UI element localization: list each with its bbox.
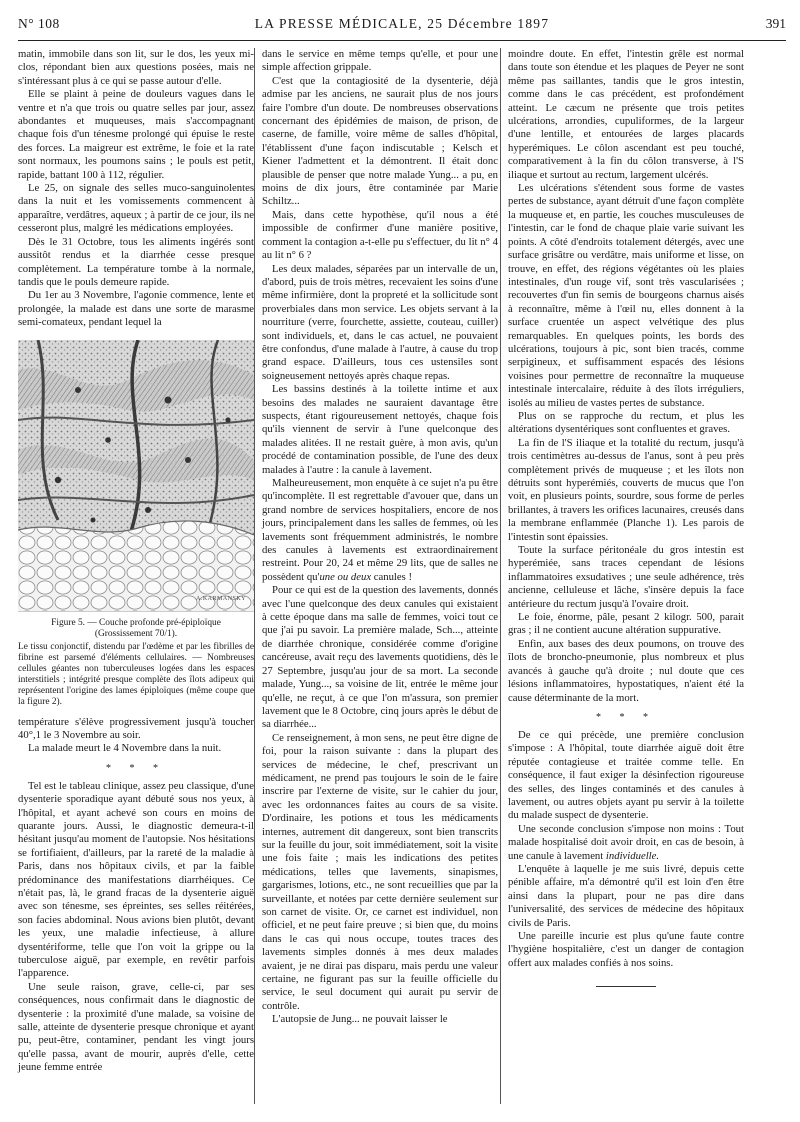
column-3 (508, 48, 744, 987)
paragraph (262, 477, 498, 584)
paragraph-text: Une seconde conclusion s'impose non moins : Tout malade hospitalisé doit avoir droit, en cas de besoin, à une canule à lavement (508, 822, 744, 862)
end-rule (596, 986, 656, 987)
paragraph: Du 1er au 3 Novembre, l'agonie commence, lente et prolongée, la malade est dans une sorte de marasme semi-comateux, pendant lequel la (18, 289, 254, 329)
paragraph: Les bassins destinés à la toilette intime et aux besoins des malades ne sauraient davantage être suspects, étant rigoureusement nettoyés, chaque fois qu'ils viennent de servir à l'une quelconque des malades alitées. Il ne restait guère, à mon avis, qu'un procédé de contamination possible, de l'une des deux malades à l'autre : la canule à lavement. (262, 383, 498, 476)
emphasis: une ou deux (319, 570, 372, 583)
paragraph: Les deux malades, séparées par un intervalle de un, d'abord, puis de trois mètres, recevaient les soins d'une même infirmière, dont la propreté et la sollicitude sont proverbiales dans mon service. Les objets servant à la nourriture (verre, fourchette, assiette, couteau, cuiller) sont individuels, et, dans le cas actuel, ne pouvaient être confondus, d'une malade à l'autre, à cause du trop grand espace. D'ailleurs, tous ces ustensiles sont soigneusement nettoyés après chaque repas. (262, 262, 498, 382)
paragraph: Elle se plaint à peine de douleurs vagues dans le ventre et n'a que trois ou quatre selles par jour, assez abondantes et muqueuses, mais s'accompagnant chaque fois d'un ténesme prolongé qui épuise le reste des forces. La maigreur est extrême, le foie et la rate sont normaux, les poumons sains ; le pouls est petit, rapide, battant 100 à 112, régulier. (18, 88, 254, 181)
paragraph-text: canules ! (371, 570, 413, 583)
paragraph: Les ulcérations s'étendent sous forme de vastes pertes de substance, ayant détruit d'une façon complète la muqueuse et, en partie, les couches musculeuses de l'intestin, car le fond de chaque plaie varie suivant les points. A côté d'endroits totalement détergés, avec une surface grisâtre ou verdâtre, mais uniforme et lisse, on trouve, en effet, des régions végétantes où les plaies intestinales, d'un rouge vif, sont très vascularisées ; recouvertes d'un fin semis de bourgeons charnus aisés à reconnaître, même à l'œil nu, elles donnent à la surface cruentée un aspect velvétique des plus remarquables. En quelques points, les bords des ulcérations, toujours à pic, sont bien tracés, comme serpigineux, et suffisamment espacés des lésions voisines pour permettre de reconnaître la muqueuse intestinale intercalaire, réduite à des îlots irréguliers, isolés au milieu de vastes pertes de substance. (508, 182, 744, 409)
column-2 (262, 48, 498, 1027)
section-separator: * * * (596, 711, 656, 723)
header-rule (18, 40, 786, 41)
journal-title: LA PRESSE MÉDICALE, 25 Décembre 1897 (254, 16, 550, 31)
paragraph: matin, immobile dans son lit, sur le dos, les yeux mi-clos, répondant bien aux questions posées, mais ne s'intéressant plus à ce qui se passe autour d'elle. (18, 48, 254, 87)
paragraph: La fin de l'S iliaque et la totalité du rectum, jusqu'à trois centimètres au-dessus de l'anus, sont à peu près complètement privés de muqueuse ; et les îlots non détruits sont hyperémiés, couverts de mucus que l'on voit, en plusieurs points, sourdre, sous forme de perles brillantes, à travers les orifices lacunaires, creusés dans la membrane enflammée (Planche 1). Les parois de l'intestin sont épaissies. (508, 436, 744, 543)
paragraph: Une seule raison, grave, celle-ci, par ses conséquences, nous confirmait dans le diagnostic de dysenterie : la proximité d'une malade, sa voisine de salle, atteinte de dysenterie presque chronique et ayant pu, peut-être, contaminer, pendant les vingt jours qu'elle passa, avant de mourir, auprès d'elle, cette jeune femme entrée (18, 980, 254, 1074)
emphasis: individuelle. (605, 849, 660, 862)
column-1 (18, 48, 254, 1075)
illustrator-signature: A.KARMANSKY (195, 596, 246, 603)
histology-illustration (18, 340, 254, 612)
section-separator: * * * (106, 762, 166, 774)
paragraph: De ce qui précède, une première conclusion s'impose : A l'hôpital, toute diarrhée aiguë doit être réputée contagieuse et traitée comme telle. En conséquence, il faut exiger la désinfection rigoureuse des selles, des linges contaminés et des canules à lavement, ou autres objets ayant pu servir à la toilette du malade suspect de dysenterie. (508, 728, 744, 822)
page-number: 391 (765, 16, 786, 31)
paragraph: Le foie, énorme, pâle, pesant 2 kilogr. 500, parait gras ; il ne contient aucune altération suppurative. (508, 611, 744, 637)
paragraph (508, 823, 744, 863)
column-divider (254, 48, 255, 1104)
paragraph: Mais, dans cette hypothèse, qu'il nous a été impossible de confirmer d'une manière positive, comment la contagion a-t-elle pu s'effectuer, du lit n° 4 au lit n° 6 ? (262, 208, 498, 262)
figure-magnification: (Grossissement 70/1). (94, 628, 178, 639)
paragraph: Dès le 31 Octobre, tous les aliments ingérés sont aussitôt rendus et la diarrhée cesse presque complètement. La température tombe à la normale, tandis que le pouls demeure rapide. (18, 235, 254, 288)
paragraph: Toute la surface péritonéale du gros intestin est hyperémiée, sans traces cependant de lésions inflammatoires exsudatives ; une seule adhérence, très ancienne, celluleuse et lâche, s'insère depuis la face antérieure du rectum jusqu'à l'ovaire droit. (508, 544, 744, 610)
paragraph: L'autopsie de Jung... ne pouvait laisser le (272, 1013, 448, 1026)
paragraph: L'enquête à laquelle je me suis livré, depuis cette pénible affaire, m'a démontré qu'il est loin d'en être ainsi dans la plupart, pour ne pas dire dans l'universalité, des services de médecine des hôpitaux civils de Paris. (508, 862, 744, 929)
paragraph: Pour ce qui est de la question des lavements, donnés avec l'une quelconque des deux canules qui existaient à cette époque dans ma salle de femmes, voici tout ce que j'ai pu savoir. La première malade, Sch..., atteinte de diarrhée chronique, considérée comme d'origine cancéreuse, avait reçu des lavements quotidiens, dès le 27 Septembre, jusqu'au jour de sa mort. La seconde malade, Yung..., sa voisine de lit, entrée le même jour qu'elle, ne reçut, à ce que l'on m'assura, son premier lavement que le 8 Octobre, cinq jours après le début de sa diarrhée... (262, 584, 498, 731)
figure-caption: Le tissu conjonctif, distendu par l'œdème et par les fibrilles de fibrine est parsemé d'éléments cellulaires. — Nombreuses cellules géantes non tuberculeuses logées dans les espaces interstitiels ; intégrité presque complète des îlots adipeux qui représentent l'origine des lames épiploïques (même coupe que la figure 2). (18, 641, 254, 707)
paragraph-text: Malheureusement, mon enquête à ce sujet n'a pu être qu'incomplète. Il est regrettable d'avouer que, dans un grand nombre de services hospitaliers, encore de nos jours, principalement dans les salles de femmes, où les lavements sont fréquemment administrés, le nombre des canules à lavements est extraordinairement restreint. Pour 20, 24 et même 29 lits, que de salles ne possèdent qu' (262, 477, 498, 583)
paragraph: Ce renseignement, à mon sens, ne peut être digne de foi, pour la raison suivante : dans la plupart des services de médecine, le chef, prescrivant un médicament, ne prend pas toujours le soin de le faire inscrire par l'externe de visite, sur le cahier du jour, avec les ordonnances faites au cours de sa visite. D'ordinaire, les potions et tous les médicaments internes, autrement dit dangereux, sont bien transcrits sur la feuille du jour, soit immédiatement, soit la visite une fois faite ; mais les indications des petites médications, telles que lavements, sinapismes, gargarismes, lotions, etc., ne sont recueillies que par la surveillante, et notées par cette dernière seulement sur son carnet de visite. Or, ce carnet est individuel, non officiel, et ne peut faire preuve ; si bien que, du moins dans le cas qui nous occupe, toutes traces des lavements simples donnés à mes deux malades avaient, je ne dirai pas disparu, mais perdu une valeur certaine, ne figurant pas sur la feuille officielle du service, le seul document qui aurait pu servir de contrôle. (262, 731, 498, 1012)
paragraph: Une pareille incurie est plus qu'une faute contre l'hygiène hospitalière, c'est un danger de contagion offert aux malades confiés à nos soins. (508, 930, 744, 969)
paragraph: température s'élève progressivement jusqu'à toucher 40°,1 le 3 Novembre au soir. (18, 715, 254, 741)
page-header (18, 14, 786, 34)
histology-figure (18, 340, 254, 612)
paragraph: Tel est le tableau clinique, assez peu classique, d'une dysenterie sporadique ayant débuté sous nos yeux, à l'hôpital, et ayant achevé son cours en moins de quarante jours. Aussi, le diagnostic demeura-t-il hésitant jusqu'au moment de l'autopsie. Nos hésitations se fortifiaient, d'ailleurs, par la rareté de la maladie à Paris, dans nos hôpitaux civils, et par la faible prédominance des manifestations diarrhéiques. Ce n'était pas, là, le grand fracas de la dysenterie aiguë avec son ténesme, ses épreintes, ses selles réitérées, son facies abdominal. Nous avions bien plutôt, devant les yeux, une maladie infectieuse, à allure dysentériforme, telle que l'on voit la grippe ou la tuberculose aiguë, par exemple, en revêtir parfois l'apparence. (18, 779, 254, 980)
paragraph: Plus on se rapproche du rectum, et plus les altérations dysentériques sont confluentes et graves. (508, 409, 744, 436)
figure-title: Figure 5. — Couche profonde pré-épiploïque (51, 617, 221, 628)
paragraph: Enfin, aux bases des deux poumons, on trouve des îlots de broncho-pneumonie, plus nombreux et plus avancés à gauche qu'à droite ; nul doute que ces lésions inflammatoires, hypostatiques, n'aient été la cause déterminante de la mort. (508, 637, 744, 704)
paragraph: C'est que la contagiosité de la dysenterie, déjà admise par les anciens, ne saurait plus de nos jours faire l'ombre d'un doute. De nombreuses observations concernant des épidémies de maison, de prison, de caserne, de famille, voire même de salles d'hôpital, l'établissent d'une façon indiscutable ; Kelsch et Kiener l'admettent et la démontrent. Il était donc plausible de penser que notre malade Yung... a pu, en moins de dix jours, être contaminée par Marie Schiltz... (262, 74, 498, 208)
issue-number: N° 108 (18, 16, 60, 31)
paragraph: La malade meurt le 4 Novembre dans la nuit. (28, 742, 222, 755)
paragraph: Le 25, on signale des selles muco-sanguinolentes dans la nuit et les vomissements commencent à apparaître, verdâtres, aqueux ; à partir de ce jour, ils ne cesseront plus, malgré les médications employées. (18, 182, 254, 235)
column-divider (500, 48, 501, 1104)
paragraph: dans le service en même temps qu'elle, et pour une simple affection grippale. (262, 48, 498, 74)
paragraph: moindre doute. En effet, l'intestin grêle est normal dans toute son étendue et les plaques de Peyer ne sont même pas saillantes, tandis que le gros intestin, comme dans le cas précédent, est profondément atteint. Le cæcum ne présente que trois petites ulcérations, arrondies, cupuliformes, de la largeur d'une lentille, et entourées de larges placards hyperémiques. Le côlon ascendant est peu touché, comparativement à la fin du côlon transverse, à l'S iliaque et surtout au rectum, largement ulcérés. (508, 48, 744, 181)
